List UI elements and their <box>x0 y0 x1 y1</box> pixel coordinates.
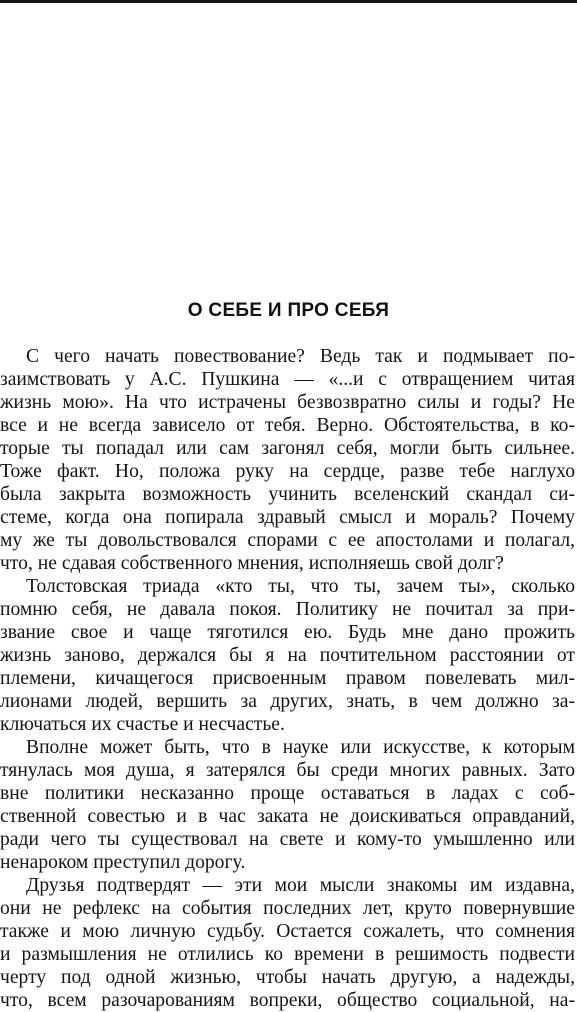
text-line: стеме, когда она попирала здравый смысл и мораль? Почему <box>0 507 575 528</box>
paragraph <box>0 874 577 1012</box>
text-line: тянулась моя душа, я затерялся бы среди многих равных. Зато <box>0 760 575 781</box>
text-line: все и не всегда зависело от тебя. Верно. Обстоятельства, в ко- <box>0 415 575 436</box>
paragraph <box>0 736 577 874</box>
text-line: му же ты довольствовался спорами с ее апостолами и полагал, <box>0 530 575 551</box>
text-line: ключаться их счастье и несчастье. <box>0 714 285 735</box>
text-line: лионами людей, вершить за других, знать, в чем должно за- <box>0 691 575 712</box>
text-line: помню себя, не давала покоя. Политику не почитал за при- <box>0 599 575 620</box>
text-line: они не рефлекс на события последних лет, круто повернувшие <box>0 898 575 919</box>
text-line: С чего начать повествование? Ведь так и подмывает по- <box>26 346 575 367</box>
text-line: Тоже факт. Но, положа руку на сердце, разве тебе наглухо <box>0 461 575 482</box>
text-line: что, всем разочарованиям вопреки, общество социальной, на- <box>0 990 575 1011</box>
text-line: жизнь мою». На что истрачены безвозвратно силы и годы? Не <box>0 392 575 413</box>
body-text <box>0 345 577 1012</box>
text-line: племени, кичащегося присвоенным правом повелевать мил- <box>0 668 575 689</box>
text-line: черту под одной жизнью, чтобы начать другую, а надежды, <box>0 967 575 988</box>
chapter-heading: О СЕБЕ И ПРО СЕБЯ <box>187 300 390 321</box>
text-line: была закрыта возможность учинить вселенский скандал си- <box>0 484 575 505</box>
text-line: жизнь заново, держался бы я на почтительном расстоянии от <box>0 645 575 666</box>
text-line: торые ты попадал или сам загонял себя, могли быть сильнее. <box>0 438 575 459</box>
top-rule <box>0 0 577 3</box>
text-line: и размышления не отлились ко времени в решимость подвести <box>0 944 575 965</box>
text-line: Друзья подтвердят — эти мои мысли знакомы им издавна, <box>26 875 575 896</box>
paragraph <box>0 345 577 575</box>
text-line: ненароком преступил дорогу. <box>0 852 246 873</box>
text-line: что, не сдавая собственного мнения, исполняешь свой долг? <box>0 553 504 574</box>
text-line: также и мою личную судьбу. Остается сожалеть, что сомнения <box>0 921 575 942</box>
text-line: звание свое и чаще тяготился ею. Будь мне дано прожить <box>0 622 575 643</box>
text-line: вне политики несказанно проще оставаться в ладах с соб- <box>0 783 575 804</box>
paragraph <box>0 575 577 736</box>
text-line: ственной совестью и в час заката не доискиваться оправданий, <box>0 806 575 827</box>
text-line: ради чего ты существовал на свете и кому-то умышленно или <box>0 829 575 850</box>
text-line: Вполне может быть, что в науке или искусстве, к которым <box>26 737 575 758</box>
text-line: Толстовская триада «кто ты, что ты, зачем ты», сколько <box>26 576 575 597</box>
text-line: заимствовать у А.С. Пушкина — «...и с отвращением читая <box>0 369 575 390</box>
